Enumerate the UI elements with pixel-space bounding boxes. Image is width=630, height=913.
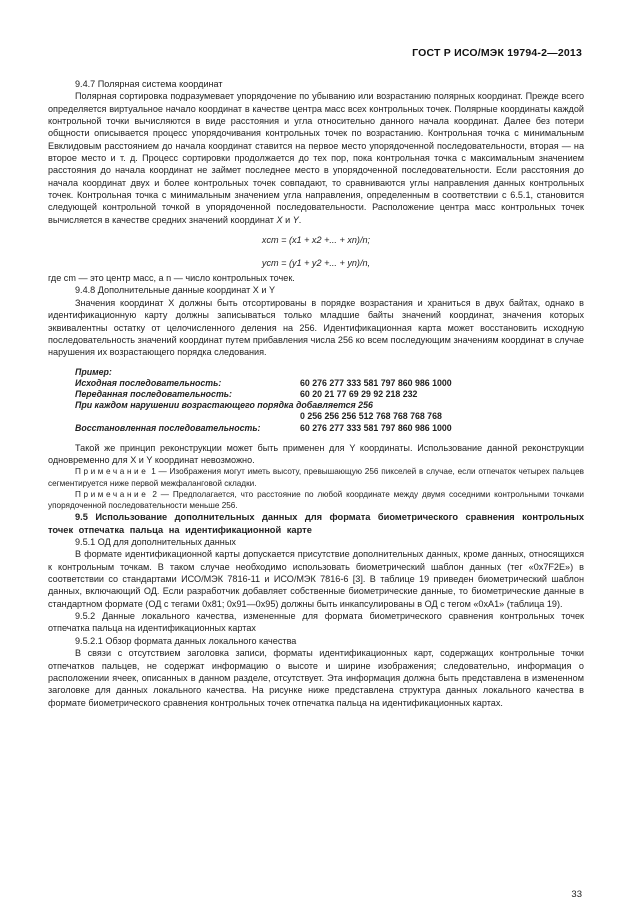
formula-y-center: ycm = (y1 + y2 +... + yn)/n, [261,258,371,269]
example-value: 0 256 256 256 512 768 768 768 768 [300,411,442,422]
note-text: 2 — Предполагается, что расстояние по любой координате между двумя соседними контрольными точками упорядоченной последовательности меньше 256. [48,489,584,511]
formula-x-center: xcm = (x1 + x2 +... + xn)/n; [261,235,371,246]
period-text: . [298,214,302,225]
example-row [75,389,584,400]
example-row [75,400,584,411]
paragraph-coordinate-data: Значения координат X должны быть отсортированы в порядке возрастания и храниться в двух байтах, однако в идентификационную карту должны записываться только младшие байты значений координат, значения которых эквивалентны остатку от целочисленного деления на 256. Идентификационная карта может восстановить исходную последовательность значений координат путем прибавления числа 256 ко всем последующим значениям координат в случае нарушения их возрастающего порядка следования. [48,297,584,358]
page-content [48,78,584,709]
example-row [75,423,584,434]
example-value: 60 20 21 77 69 29 92 218 232 [300,388,418,399]
section-heading-9-5: 9.5 Использование дополнительных данных для формата биометрического сравнения контрольных точек отпечатка пальца на идентификационной карте [48,512,584,535]
example-label: Переданная последовательность: [75,388,232,399]
example-value: 60 276 277 333 581 797 860 986 1000 [300,422,452,433]
paragraph-polar-sorting [48,90,584,226]
example-row [75,378,584,389]
paragraph-reconstruction: Такой же принцип реконструкции может быть применен для Y координаты. Использование данной реконструкции одновременно для X и Y координат невозможно. [48,442,584,466]
section-heading-9-5-1: 9.5.1 ОД для дополнительных данных [75,537,236,548]
section-heading-9-5-2-1: 9.5.2.1 Обзор формата данных локального качества [75,635,297,646]
paragraph-additional-data: В формате идентификационной карты допускается присутствие дополнительных данных, кроме данных, относящихся к контрольным точкам. В таком случае необходимо использовать биометрический шаблон данных (тег «0x7F2E») в соответствии со стандартами ИСО/МЭК 7816-11 и ИСО/МЭК 7816-6 [3]. В таблице 19 приведен биометрический шаблон данных, включающий ОД. Если разработчик добавляет собственные биометрические данные, то биометрические данные в стандартном формате (ОД с тегами 0x81; 0x91—0x95) должны быть инкапсулированы в ОД с тегом «0xA1» (таблица 19). [48,549,584,609]
note-text: 1 — Изображения могут иметь высоту, превышающую 256 пикселей в случае, если отпечаток четырех пальцев сегментируется ниже первой межфаланговой складки. [48,467,584,488]
section-heading-9-5-2: 9.5.2 Данные локального качества, измененные для формата биометрического сравнения контрольных точек отпечатка пальца на идентификационных картах [48,611,584,634]
standard-header: ГОСТ Р ИСО/МЭК 19794-2—2013 [412,47,582,59]
example-label: При каждом нарушении возрастающего порядка добавляется 256 [75,400,373,411]
page-number: 33 [571,889,582,900]
paragraph-local-quality: В связи с отсутствием заголовка записи, форматы идентификационных карт, содержащих контрольные точки отпечатков пальцев, не содержат информацию о высоте и ширине изображения; следовательно, информация о расположении ячеек, описанных в данном разделе, отсутствует. Эта информация должна быть представлена в измененном заголовке для данных локального качества. На рисунке ниже представлена структура данных локального качества в формате биометрического сравнения контрольных точек отпечатка пальца на идентификационных картах. [48,648,584,708]
note-2 [48,489,584,511]
example-label: Исходная последовательность: [75,377,222,388]
conjunction-text: и [282,214,293,225]
paragraph-text: Полярная сортировка подразумевает упорядочение по убыванию или возрастанию полярных координат. Прежде всего определяется виртуальное начало координат в качестве центра масс всех контрольных точек. Полярные координаты каждой контрольной точки вычисляются в виде расстояния и угла относительно данного начала координат. Далее без потери общности описывается процесс упорядочивания контрольных точек по возрастанию. Контрольная точка с минимальным Евклидовым расстоянием до начала координат ставится на первое место упорядоченной последовательности, вторая — на второе место и т. д. Процесс сортировки продолжается до тех пор, пока контрольная точка с максимальным значением расстояния до начала координат не займет последнее место в упорядоченной последовательности. Если расстояния до начала координат двух и более контрольных точек совпадают, то сравниваются углы направления данных контрольных точек. Контрольная точка с минимальным значением угла направления, определенным в соответствии с 6.5.1, становится следующей контрольной точкой в упорядоченной последовательности. Расположение центра масс контрольных точек вычисляется в качестве средних значений координат [48,91,584,225]
section-heading-9-4-8: 9.4.8 Дополнительные данные координат X и Y [75,285,276,296]
example-row [75,411,584,422]
example-block [75,367,584,434]
coord-y-label: Y [292,214,299,225]
note-label: Примечание [75,467,149,477]
example-label: Восстановленная последовательность: [75,422,261,433]
note-1 [48,466,584,488]
formula-explanation: где cm — это центр масс, а n — число контрольных точек. [48,273,295,284]
example-label [75,411,300,422]
note-label: Примечание [75,489,149,499]
section-heading-9-4-7: 9.4.7 Полярная система координат [75,79,223,89]
example-value: 60 276 277 333 581 797 860 986 1000 [300,377,452,388]
coord-x-label: X [276,214,283,225]
example-title: Пример: [75,366,112,377]
